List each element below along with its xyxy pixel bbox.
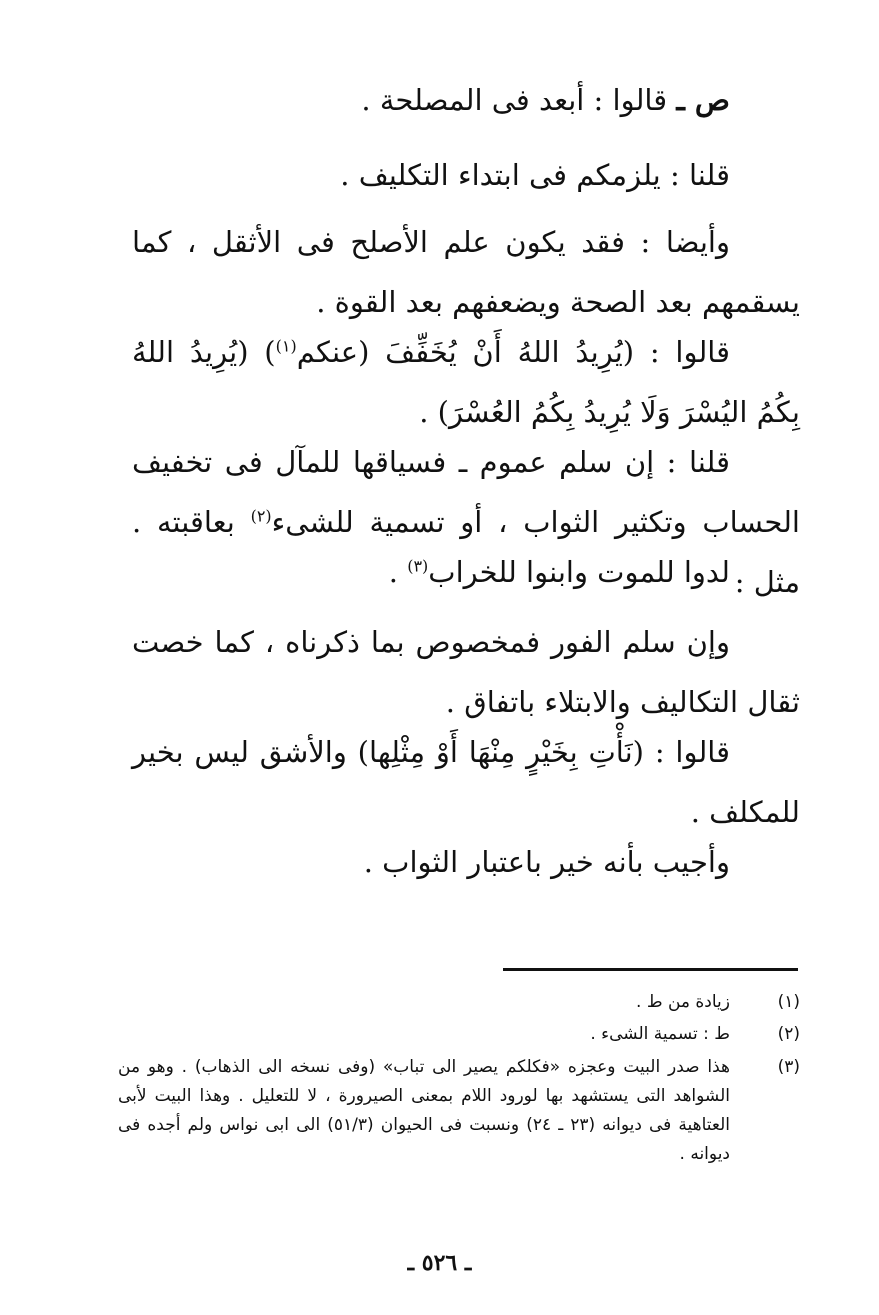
paragraph-text: وأيضا : فقد يكون علم الأصلح فى الأثقل ، كما يسقمهم بعد الصحة ويضعفهم بعد القوة .: [132, 225, 800, 319]
section-marker: ص ـ: [676, 83, 730, 117]
footnote-2: [118, 1020, 800, 1049]
paragraph-text: وأجيب بأنه خير باعتبار الثواب .: [363, 845, 730, 879]
paragraph-text: قالوا : (يُرِيدُ اللهُ أَنْ يُخَفِّفَ (عنكم: [296, 335, 730, 369]
paragraph-text: لدوا للموت وابنوا للخراب: [428, 555, 730, 589]
paragraph-text: قلنا : يلزمكم فى ابتداء التكليف .: [340, 158, 730, 192]
paragraph-1: [132, 70, 800, 130]
footnote-text: ط : تسمية الشىء .: [590, 1024, 730, 1044]
paragraph-2: [132, 145, 800, 205]
footnote-number: (١): [777, 992, 800, 1012]
paragraph-text: قالوا : أبعد فى المصلحة .: [361, 83, 668, 117]
paragraph-text: وإن سلم الفور فمخصوص بما ذكرناه ، كما خصت ثقال التكاليف والابتلاء باتفاق .: [132, 625, 800, 719]
paragraph-4: [132, 322, 800, 442]
footnote-text: زيادة من ط .: [636, 992, 730, 1012]
paragraph-7: [132, 612, 800, 732]
footnote-number: (٢): [777, 1024, 800, 1044]
footnote-1: [118, 988, 800, 1017]
paragraph-3: [132, 212, 800, 332]
paragraph-text-cont: ) (يُرِيدُ اللهُ بِكُمُ اليُسْرَ وَلَا يُرِيدُ بِكُمُ العُسْرَ) .: [132, 335, 800, 429]
footnote-3: [118, 1053, 800, 1169]
paragraph-text: قالوا : (نَأْتِ بِخَيْرٍ مِنْهَا أَوْ مِثْلِها) والأشق ليس بخير للمكلف .: [132, 735, 800, 829]
footnote-ref-3: (٣): [407, 556, 429, 576]
paragraph-9: [132, 832, 800, 892]
paragraph-text: قلنا : إن سلم عموم ـ فسياقها للمآل فى تخفيف الحساب وتكثير الثواب ، أو تسمية للشىء: [132, 445, 800, 539]
paragraph-text-cont: بعاقبته . مثل :: [132, 505, 800, 599]
paragraph-8: [132, 722, 800, 842]
footnote-number: (٣): [777, 1057, 800, 1077]
page-number: ـ ٥٢٦ ـ: [407, 1250, 472, 1276]
footnote-ref-2: (٢): [250, 506, 272, 526]
footnote-text: هذا صدر البيت وعجزه «فكلكم يصير الى تباب» (وفى نسخه الى الذهاب) . وهو من الشواهد التى يستشهد بها لورود اللام بمعنى الصيرورة ، لا للتعليل . وهذا البيت لأبى العتاهية فى ديوانه (٢٣ ـ ٢٤) ونسبت فى الحيوان (٥١/٣) الى ابى نواس ولم أجده فى ديوانه .: [118, 1057, 730, 1164]
paragraph-text-cont: .: [388, 555, 408, 589]
paragraph-6: [132, 542, 800, 602]
footnote-separator: [503, 968, 798, 971]
footnote-ref-1: (١): [275, 336, 297, 356]
